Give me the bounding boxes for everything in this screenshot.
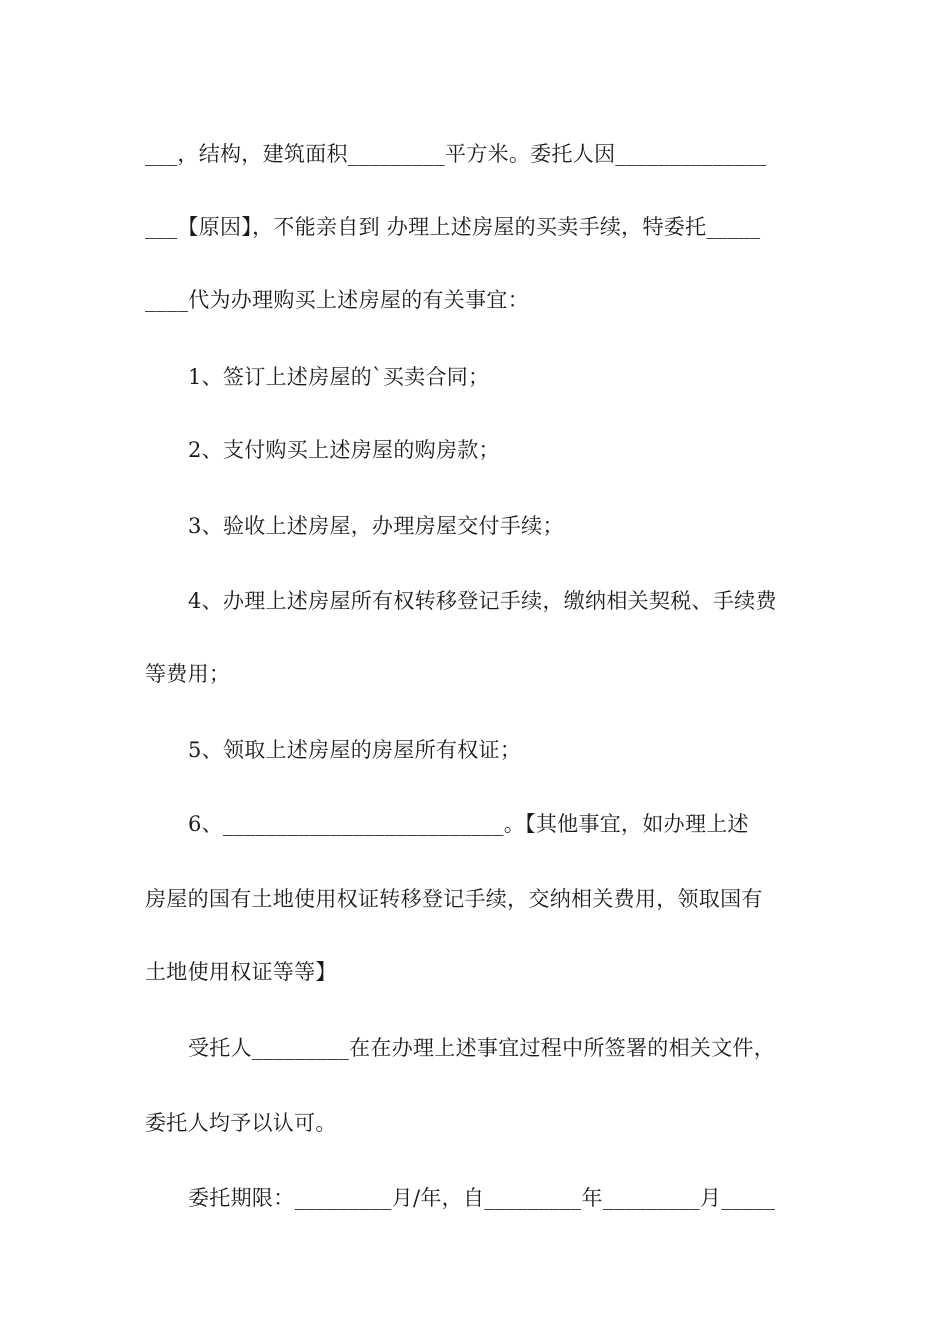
paragraph-line: 等费用； [145, 662, 231, 686]
paragraph-line: ___【原因】，不能亲自到 办理上述房屋的买卖手续，特委托_____ [145, 215, 761, 239]
paragraph-line: 受托人_________在在办理上述事宜过程中所签署的相关文件， [188, 1036, 776, 1060]
paragraph-line: 委托人均予以认可。 [145, 1111, 337, 1135]
list-item: 2、支付购买上述房屋的购房款； [188, 438, 500, 462]
paragraph-line: 土地使用权证等等】 [145, 960, 337, 984]
list-item: 6、__________________________。【其他事宜，如办理上述 [188, 812, 749, 836]
list-item: 1、签订上述房屋的`买卖合同； [188, 365, 490, 389]
paragraph-line: 房屋的国有土地使用权证转移登记手续，交纳相关费用，领取国有 [145, 887, 763, 911]
paragraph-line: ___，结构，建筑面积_________平方米。委托人因______________ [145, 142, 767, 166]
list-item: 4、办理上述房屋所有权转移登记手续，缴纳相关契税、手续费 [188, 589, 777, 613]
list-item: 3、验收上述房屋，办理房屋交付手续； [188, 514, 564, 538]
list-item: 5、领取上述房屋的房屋所有权证； [188, 738, 522, 762]
paragraph-line: ____代为办理购买上述房屋的有关事宜： [145, 288, 529, 312]
paragraph-line: 委托期限：_________月/年，自_________年_________月_____ [188, 1186, 776, 1210]
